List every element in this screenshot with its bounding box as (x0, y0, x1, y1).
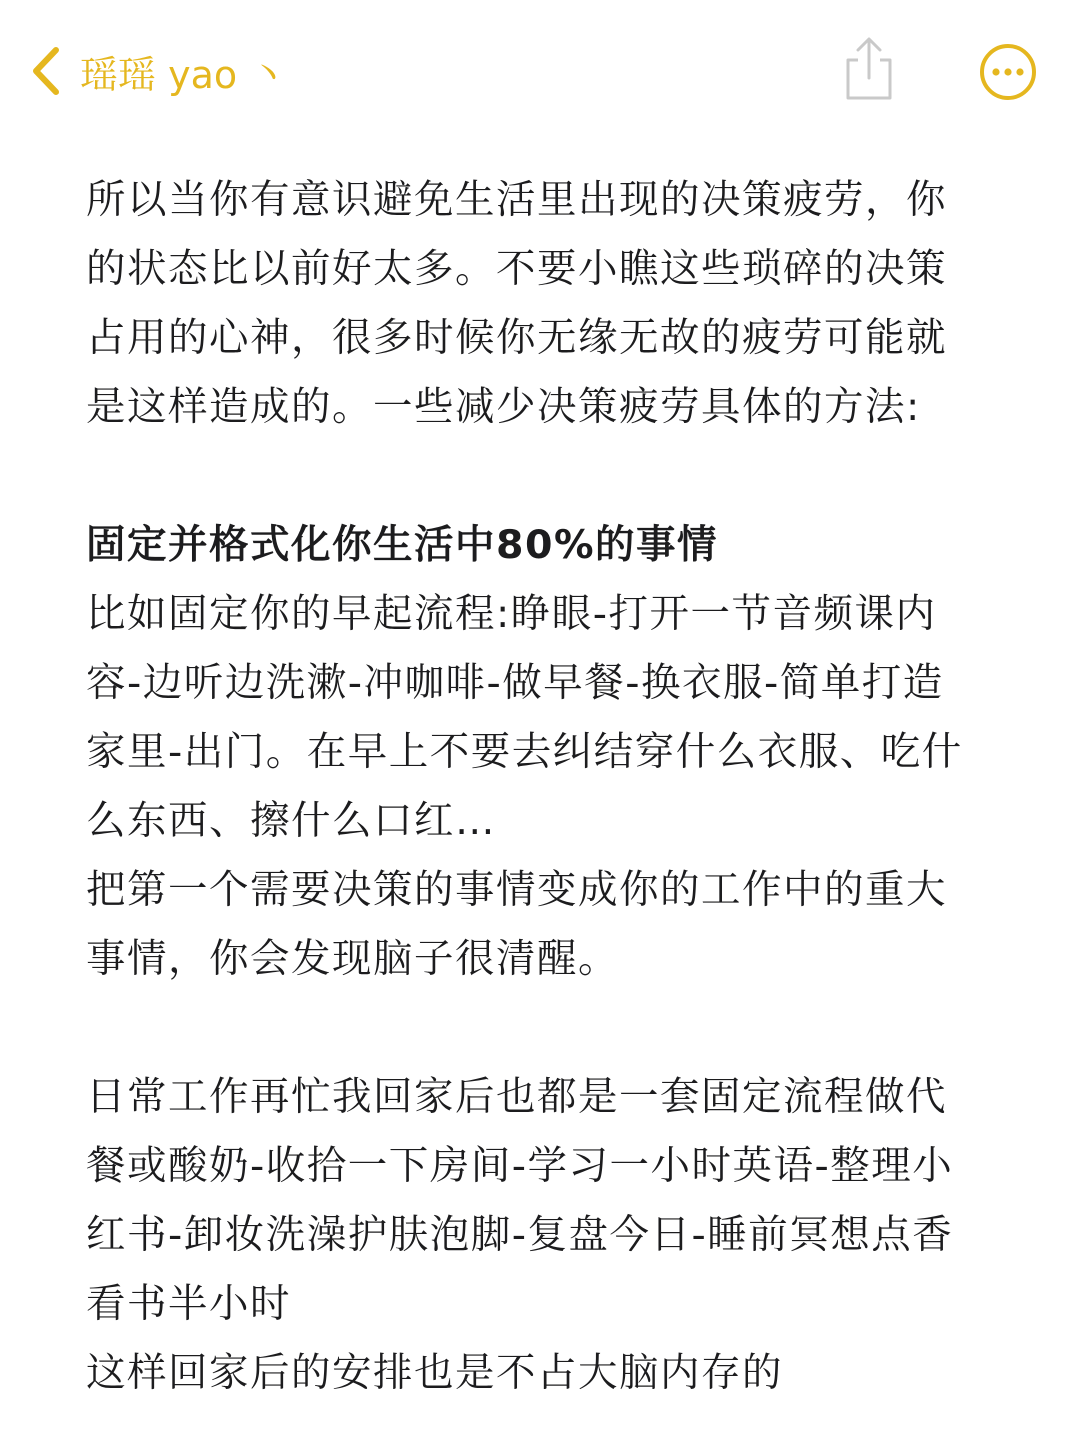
blank-line (86, 442, 1002, 511)
navigation-bar (0, 0, 1080, 140)
section-heading (86, 511, 1002, 580)
text-line: 把第一个需要决策的事情变成你的工作中的重大 (86, 867, 947, 913)
share-icon (836, 89, 902, 108)
share-button[interactable] (836, 34, 902, 104)
text-line: 日常工作再忙我回家后也都是一套固定流程做代 (86, 1074, 947, 1120)
text-line: 这样回家后的安排也是不占大脑内存的 (86, 1350, 783, 1396)
more-button[interactable] (978, 42, 1038, 102)
text-line: 看书半小时 (86, 1281, 291, 1327)
back-label: 瑶瑶 yao 丶 (80, 52, 288, 97)
text-line: 所以当你有意识避免生活里出现的决策疲劳，你 (86, 177, 947, 223)
text-line: 占用的心神，很多时候你无缘无故的疲劳可能就 (86, 315, 947, 361)
paragraph-morning-routine (86, 580, 1002, 994)
text-line: 家里-出门。在早上不要去纠结穿什么衣服、吃什 (86, 729, 963, 775)
text-line: 红书-卸妆洗澡护肤泡脚-复盘今日-睡前冥想点香 (86, 1212, 954, 1258)
text-line: 餐或酸奶-收拾一下房间-学习一小时英语-整理小 (86, 1143, 954, 1189)
chevron-left-icon (28, 46, 62, 96)
text-line: 容-边听边洗漱-冲咖啡-做早餐-换衣服-简单打造 (86, 660, 944, 706)
text-line: 比如固定你的早起流程:睁眼-打开一节音频课内 (86, 591, 937, 637)
blank-line (86, 994, 1002, 1063)
note-body[interactable] (86, 166, 1002, 1408)
paragraph-intro (86, 166, 1002, 442)
text-line: 么东西、擦什么口红… (86, 798, 496, 844)
text-line: 是这样造成的。一些减少决策疲劳具体的方法: (86, 384, 921, 430)
more-icon (978, 87, 1038, 106)
heading-text: 固定并格式化你生活中80%的事情 (86, 522, 719, 568)
back-button[interactable] (28, 36, 287, 106)
text-line: 事情，你会发现脑子很清醒。 (86, 936, 619, 982)
text-line: 的状态比以前好太多。不要小瞧这些琐碎的决策 (86, 246, 947, 292)
paragraph-evening-routine (86, 1063, 1002, 1408)
